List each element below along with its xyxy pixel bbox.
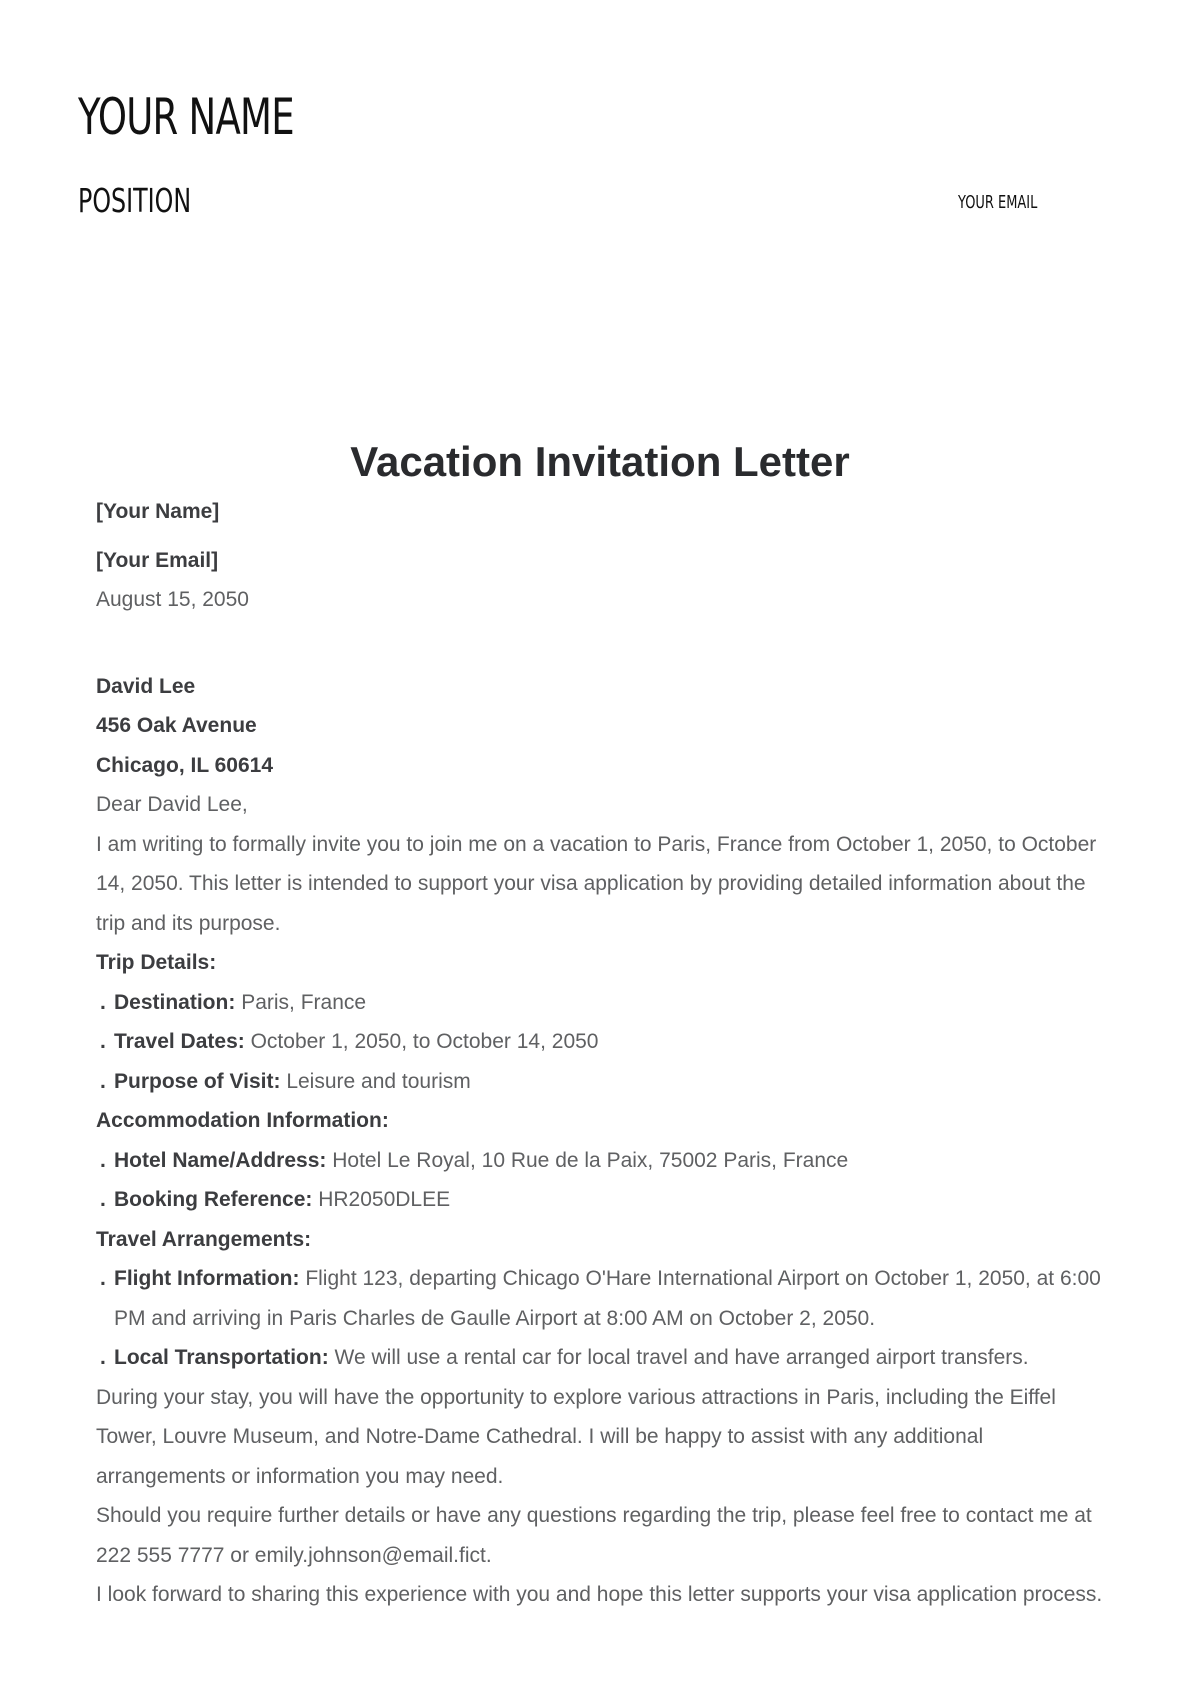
final-paragraph: I look forward to sharing this experience with you and hope this letter supports your visa application process.: [96, 1583, 1103, 1606]
bullet-icon: .: [100, 1267, 106, 1290]
recipient-street: 456 Oak Avenue: [96, 714, 257, 737]
bullet-icon: .: [100, 990, 106, 1014]
bullet-icon: .: [100, 1030, 106, 1053]
list-item: [96, 1022, 1106, 1062]
item-label: Purpose of Visit:: [114, 1069, 281, 1093]
item-label: Hotel Name/Address:: [114, 1148, 327, 1172]
recipient-address: [96, 667, 1106, 786]
item-value: Flight 123, departing Chicago O'Hare International Airport on October 1, 2050, at 6:00 PM and arriving in Paris Charles de Gaulle Airport at 8:00 AM on October 2, 2050.: [114, 1267, 1101, 1330]
bullet-icon: .: [100, 1346, 106, 1369]
item-label: Flight Information:: [114, 1267, 300, 1290]
list-item: [96, 1141, 1106, 1181]
intro-paragraph: I am writing to formally invite you to join me on a vacation to Paris, France from October 1, 2050, to October 14, 2050. This letter is intended to support your visa application by providing detailed information about the trip and its purpose.: [96, 832, 1097, 935]
section-heading: Accommodation Information:: [96, 1109, 389, 1132]
item-value: Leisure and tourism: [286, 1069, 471, 1093]
bullet-list: [96, 1259, 1106, 1378]
list-item: [96, 1338, 1106, 1378]
section-trip-details: [96, 943, 1106, 1101]
list-item: [96, 983, 1106, 1023]
salutation: Dear David Lee,: [96, 793, 248, 816]
sender-name: [Your Name]: [96, 500, 220, 523]
item-label: Local Transportation:: [114, 1346, 329, 1369]
header-name: YOUR NAME: [78, 88, 294, 146]
section-accommodation: [96, 1101, 1106, 1220]
section-heading: Travel Arrangements:: [96, 1227, 312, 1251]
contact-paragraph: Should you require further details or have any questions regarding the trip, please feel free to contact me at 222 555 7777 or emily.johnson@email.fict.: [96, 1504, 1092, 1567]
header-position: POSITION: [78, 181, 192, 220]
item-value: HR2050DLEE: [318, 1188, 451, 1211]
item-label: Travel Dates:: [114, 1030, 245, 1053]
list-item: [96, 1180, 1106, 1220]
letter-title: Vacation Invitation Letter: [350, 438, 850, 485]
sender-email: [Your Email]: [96, 548, 219, 572]
bullet-list: [96, 983, 1106, 1102]
item-label: Destination:: [114, 990, 236, 1014]
item-value: October 1, 2050, to October 14, 2050: [250, 1030, 599, 1053]
list-item: [96, 1259, 1106, 1338]
item-label: Booking Reference:: [114, 1188, 313, 1211]
bullet-icon: .: [100, 1148, 106, 1172]
letter-body: [96, 492, 1106, 1615]
letter-date: August 15, 2050: [96, 588, 249, 611]
item-value: Paris, France: [241, 990, 367, 1014]
list-item: [96, 1062, 1106, 1102]
bullet-icon: .: [100, 1188, 106, 1211]
section-heading: Trip Details:: [96, 951, 217, 974]
recipient-name: David Lee: [96, 674, 196, 698]
item-value: Hotel Le Royal, 10 Rue de la Paix, 75002 Paris, France: [332, 1148, 849, 1172]
bullet-icon: .: [100, 1069, 106, 1093]
header-email: YOUR EMAIL: [958, 192, 1038, 213]
recipient-city: Chicago, IL 60614: [96, 753, 274, 777]
item-value: We will use a rental car for local travel and have arranged airport transfers.: [334, 1346, 1029, 1369]
closing-paragraph: During your stay, you will have the opportunity to explore various attractions in Paris, including the Eiffel Tower, Louvre Museum, and Notre-Dame Cathedral. I will be happy to assist with any additional arrangements or information you may need.: [96, 1385, 1056, 1488]
bullet-list: [96, 1141, 1106, 1220]
section-travel-arrangements: [96, 1220, 1106, 1378]
